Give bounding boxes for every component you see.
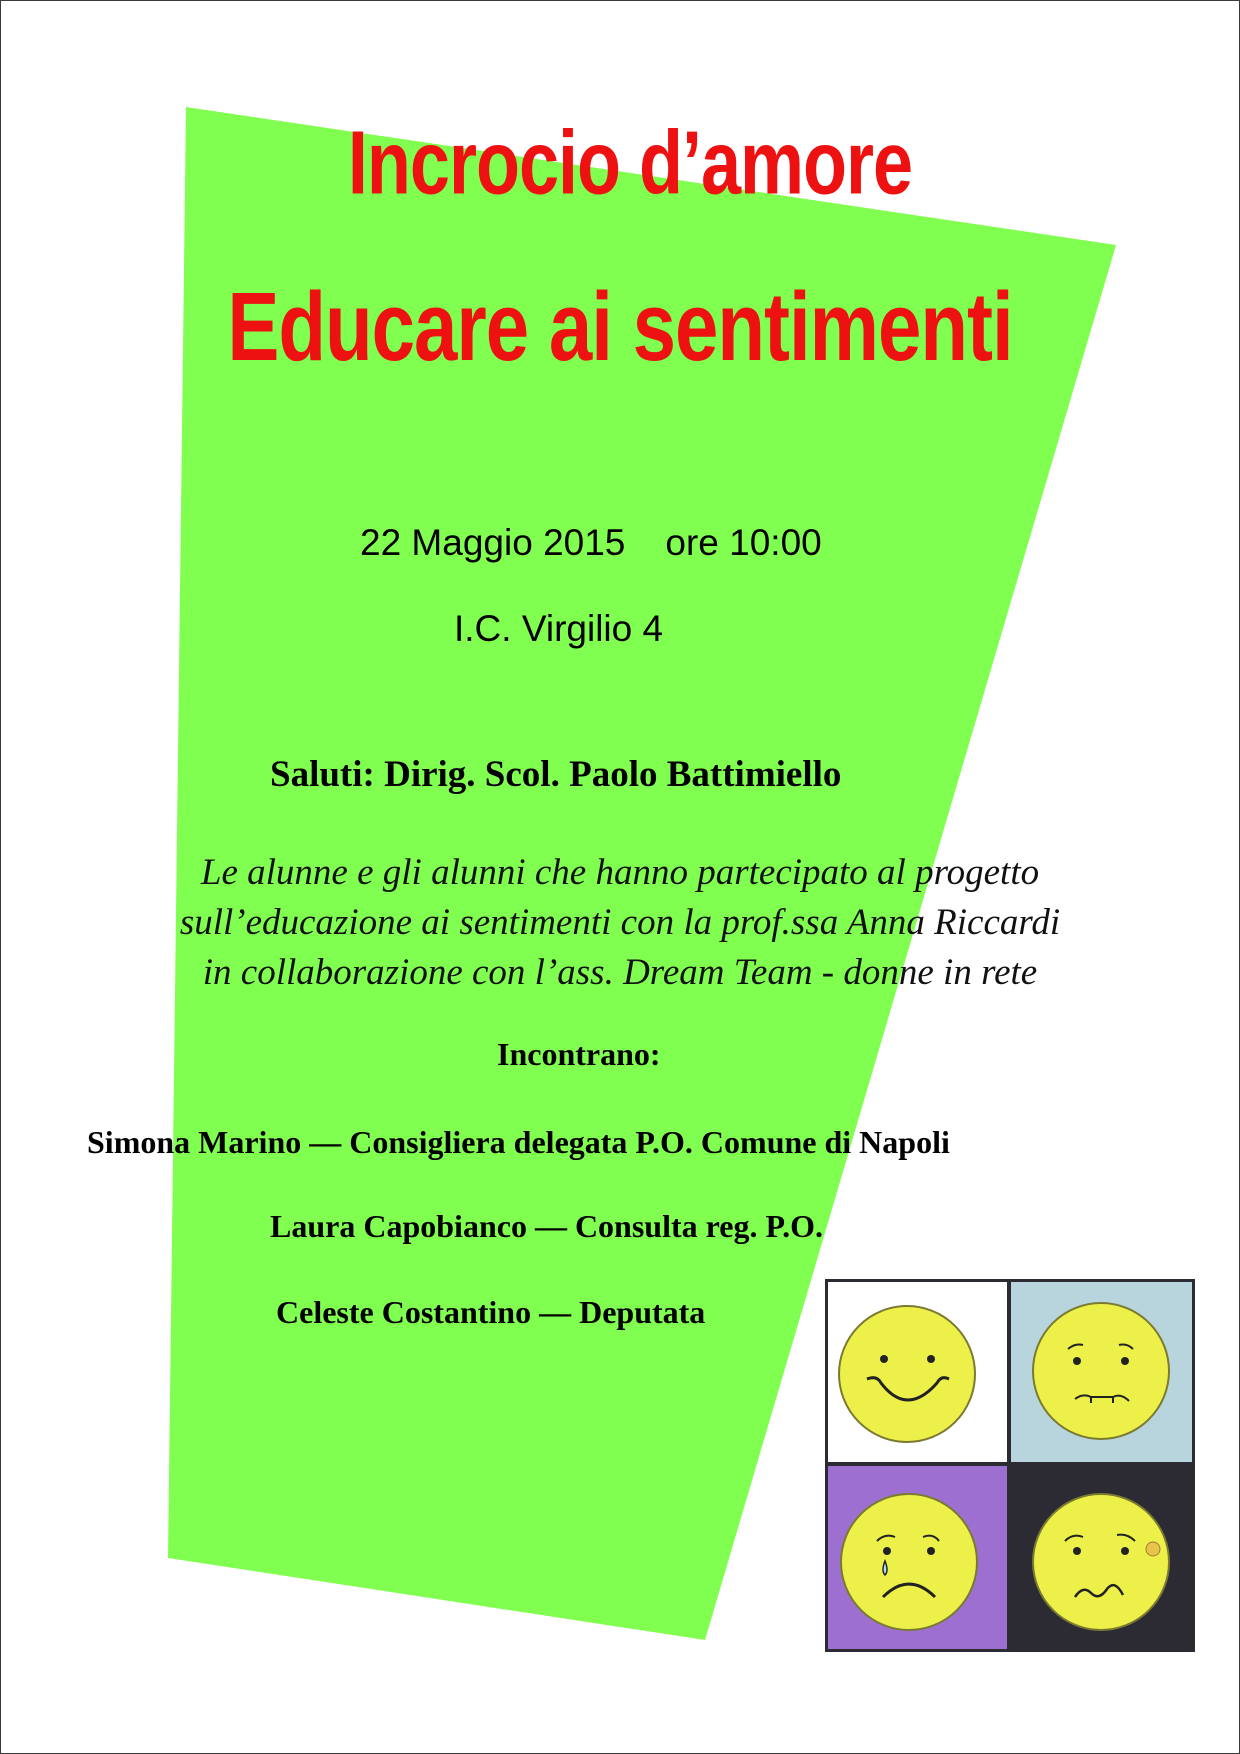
greetings-line: Saluti: Dirig. Scol. Paolo Battimiello: [270, 754, 842, 795]
project-description: [40, 848, 1200, 998]
guest-line: Celeste Costantino — Deputata: [276, 1294, 706, 1330]
event-date: 22 Maggio 2015: [360, 522, 626, 563]
title-line-1: Incrocio d’amore: [347, 113, 913, 214]
guest-line: Simona Marino — Consigliera delegata P.O. Comune di Napoli: [87, 1124, 950, 1160]
event-datetime: [360, 522, 822, 564]
happy-face-icon: [839, 1306, 975, 1442]
crying-face-icon: [841, 1494, 977, 1630]
description-line: sull’educazione ai sentimenti con la prof.ssa Anna Riccardi: [179, 902, 1061, 943]
guest-line: Laura Capobianco — Consulta reg. P.O.: [270, 1208, 823, 1244]
event-time: ore 10:00: [665, 522, 822, 563]
worried-face-icon: [1033, 1303, 1169, 1439]
anxious-face-icon: [1033, 1494, 1169, 1630]
meet-label: Incontrano:: [497, 1036, 661, 1072]
title-line-2: Educare ai sentimenti: [227, 271, 1013, 382]
emotion-faces-illustration: [825, 1279, 1195, 1652]
description-line: in collaborazione con l’ass. Dream Team - donne in rete: [202, 952, 1038, 993]
description-line: Le alunne e gli alunni che hanno partecipato al progetto: [200, 852, 1040, 893]
event-venue: I.C. Virgilio 4: [454, 608, 664, 649]
